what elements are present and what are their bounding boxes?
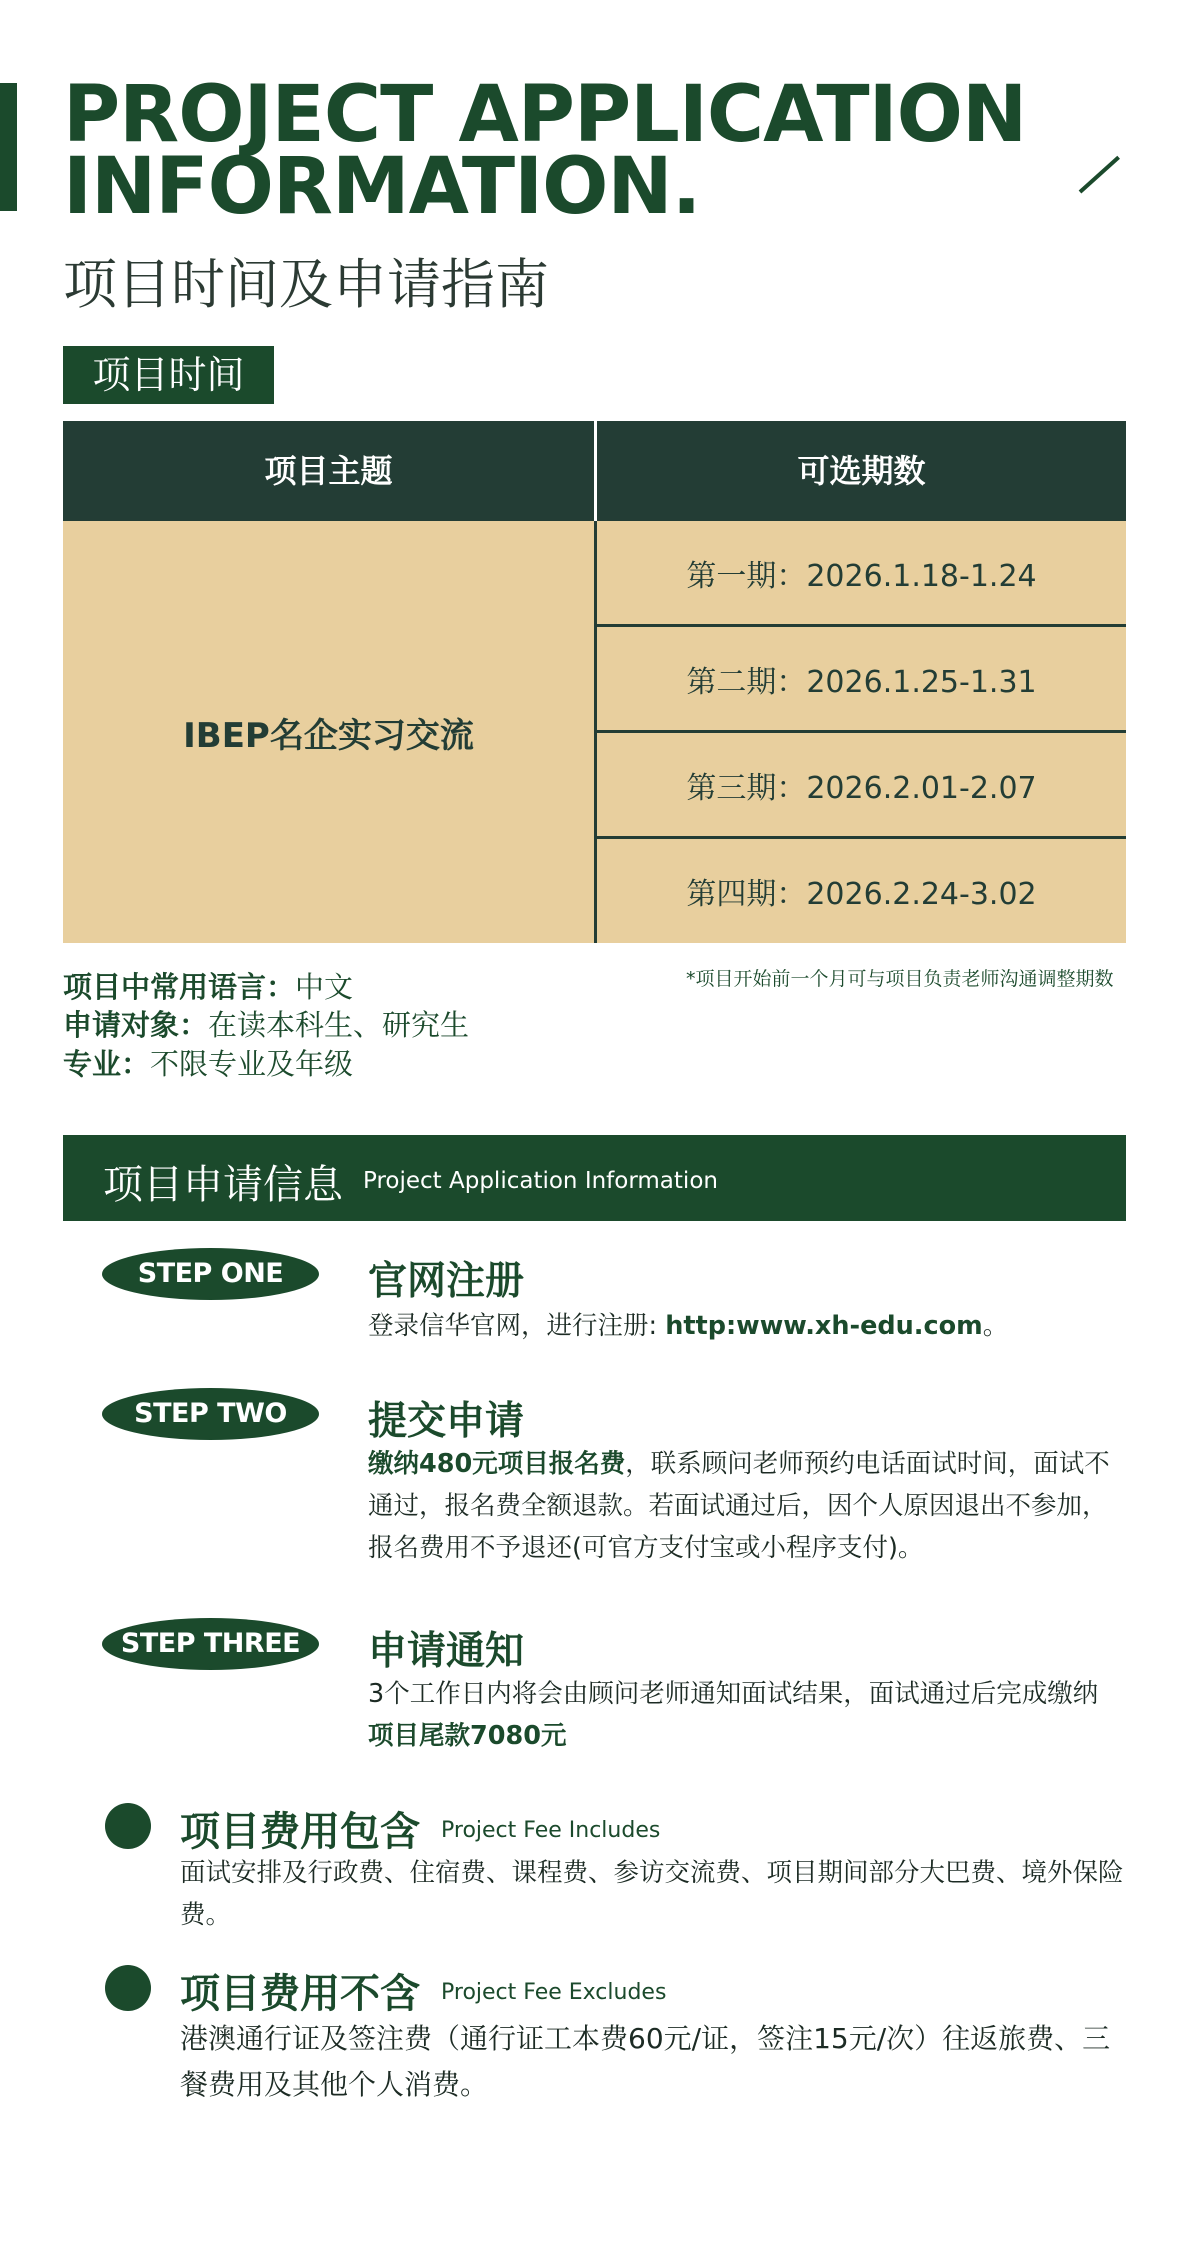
project-theme-cell: IBEP名企实习交流 [63, 521, 594, 943]
bullet-dot [105, 1803, 151, 1849]
fee-includes-subtitle: Project Fee Includes [441, 1818, 661, 1843]
page-title-line1: PROJECT APPLICATION [63, 70, 1027, 160]
info-language [63, 965, 353, 1006]
period-cell-3: 第三期：2026.2.01-2.07 [597, 733, 1126, 836]
page-title-line2: INFORMATION. [63, 142, 701, 232]
page-subtitle: 项目时间及申请指南 [63, 253, 549, 316]
period-cell-2: 第二期：2026.1.25-1.31 [597, 627, 1126, 730]
info-language-label: 项目中常用语言： [63, 970, 296, 1004]
decorative-slash [1079, 156, 1120, 194]
step-three-badge: STEP THREE [102, 1618, 319, 1670]
step-two-badge: STEP TWO [102, 1388, 319, 1440]
application-section-header [63, 1135, 1126, 1221]
info-target-value: 在读本科生、研究生 [208, 1008, 470, 1042]
info-major [63, 1042, 353, 1083]
fee-excludes-heading: 项目费用不含 [180, 1971, 420, 2017]
info-major-label: 专业： [63, 1047, 151, 1081]
accent-bar [0, 83, 17, 211]
step-one-text [368, 1305, 1128, 1347]
info-language-value: 中文 [295, 970, 354, 1004]
website-link[interactable]: http:www.xh-edu.com [665, 1311, 983, 1341]
schedule-table [63, 421, 1126, 943]
fee-includes-text: 面试安排及行政费、住宿费、课程费、参访交流费、项目期间部分大巴费、境外保险费。 [180, 1858, 1124, 1930]
application-title-en: Project Application Information [363, 1168, 718, 1194]
info-target-label: 申请对象： [63, 1008, 209, 1042]
step-one-heading: 官网注册 [368, 1259, 525, 1304]
step-one-suffix: 。 [982, 1311, 1009, 1341]
info-target [63, 1003, 469, 1044]
fee-excludes-text: 港澳通行证及签注费（通行证工本费60元/证，签注15元/次）往返旅费、三餐费用及其他个人消费。 [180, 2022, 1111, 2101]
application-title-cn: 项目申请信息 [103, 1162, 343, 1208]
step-three-body: 3个工作日内将会由顾问老师通知面试结果，面试通过后完成缴纳 [368, 1679, 1099, 1709]
step-one-prefix: 登录信华官网，进行注册: [368, 1311, 666, 1341]
column-header-theme: 项目主题 [63, 421, 594, 521]
step-two-highlight: 缴纳480元项目报名费 [368, 1449, 626, 1479]
step-three-text [368, 1673, 1128, 1757]
bullet-dot [105, 1965, 151, 2011]
period-cell-4: 第四期：2026.2.24-3.02 [597, 839, 1126, 943]
schedule-note: *项目开始前一个月可与项目负责老师沟通调整期数 [686, 968, 1114, 990]
column-header-periods: 可选期数 [597, 421, 1126, 521]
step-two-body: ，联系顾问老师预约电话面试时间，面试不通过，报名费全额退款。若面试通过后，因个人原因退出不参加，报名费用不予退还(可官方支付宝或小程序支付)。 [368, 1449, 1110, 1563]
section-badge-time: 项目时间 [63, 346, 274, 404]
period-cell-1: 第一期：2026.1.18-1.24 [597, 521, 1126, 624]
step-two-heading: 提交申请 [368, 1399, 525, 1444]
fee-includes-heading: 项目费用包含 [180, 1809, 420, 1855]
fee-excludes-subtitle: Project Fee Excludes [441, 1980, 667, 2005]
step-three-heading: 申请通知 [368, 1629, 525, 1674]
step-two-text [368, 1443, 1128, 1569]
info-major-value: 不限专业及年级 [150, 1047, 354, 1081]
step-one-badge: STEP ONE [102, 1248, 319, 1300]
step-three-highlight: 项目尾款7080元 [368, 1721, 567, 1751]
